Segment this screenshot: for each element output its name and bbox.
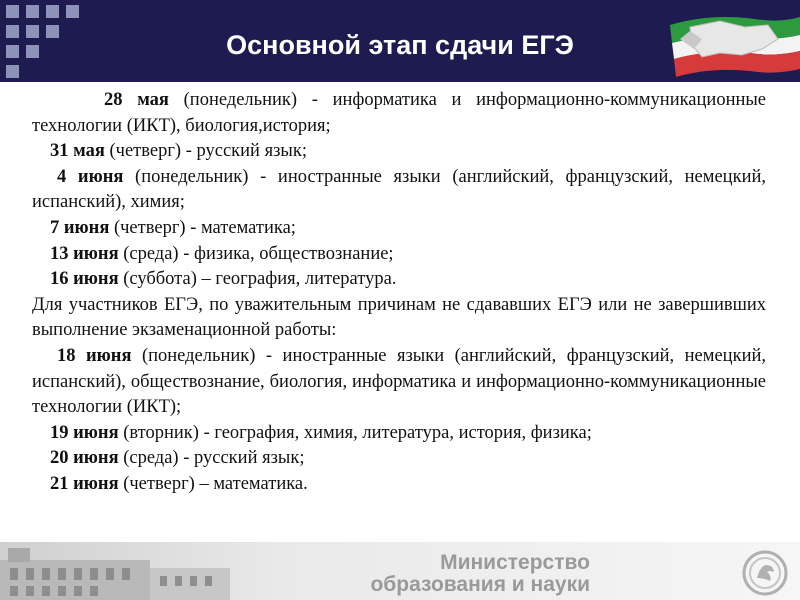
exam-date: 16 июня — [50, 269, 119, 290]
grid-square — [26, 5, 39, 18]
schedule-item — [32, 344, 766, 421]
exam-date: 18 июня — [57, 345, 132, 366]
exam-date: 21 июня — [50, 473, 119, 494]
schedule-item — [32, 267, 766, 293]
exam-subjects: (понедельник) - иностранные языки (английский, французский, немецкий, испанский), обществознание, биология, информатика и информационно-коммуникационные технологии (ИКТ); — [32, 345, 766, 418]
ministry-line-2: образования и науки — [370, 573, 590, 596]
exam-subjects: (суббота) – география, литература. — [118, 269, 397, 290]
makeup-note: Для участников ЕГЭ, по уважительным причинам не сдававших ЕГЭ или не завершивших выполнение экзаменационной работы: — [32, 294, 766, 341]
exam-subjects: (среда) - русский язык; — [118, 448, 305, 469]
ministry-line-1: Министерство — [440, 551, 590, 574]
schedule-item — [32, 446, 766, 472]
exam-date: 19 июня — [50, 422, 119, 443]
slide-title: Основной этап сдачи ЕГЭ — [226, 30, 574, 60]
exam-subjects: (понедельник) - иностранные языки (английский, французский, немецкий, испанский), химия; — [32, 166, 766, 213]
exam-date: 13 июня — [50, 243, 119, 264]
schedule-item — [32, 165, 766, 216]
grid-square — [66, 5, 79, 18]
ministry-emblem-icon — [742, 550, 788, 596]
header-bar — [0, 0, 800, 82]
schedule-content — [32, 88, 766, 498]
schedule-item — [32, 242, 766, 268]
exam-subjects: (четверг) – математика. — [118, 473, 308, 494]
ministry-label — [330, 552, 590, 596]
exam-subjects: (вторник) - география, химия, литература, история, физика; — [118, 422, 592, 443]
exam-date: 20 июня — [50, 448, 119, 469]
exam-subjects: (понедельник) - информатика и информационно-коммуникационные технологии (ИКТ), биология,история; — [32, 90, 767, 136]
exam-date: 7 июня — [50, 217, 110, 238]
exam-date: 28 мая — [104, 90, 169, 110]
grid-square — [46, 5, 59, 18]
exam-subjects: (среда) - физика, обществознание; — [118, 243, 394, 264]
grid-square — [6, 5, 19, 18]
footer-bar — [0, 542, 800, 600]
exam-date: 4 июня — [57, 166, 124, 187]
exam-subjects: (четверг) - математика; — [109, 217, 296, 238]
grid-square — [6, 65, 19, 78]
exam-subjects: (четверг) - русский язык; — [104, 141, 307, 162]
tatarstan-flag-map-icon — [650, 5, 800, 79]
building-photo — [0, 542, 260, 600]
schedule-item — [32, 139, 766, 165]
exam-date: 31 мая — [50, 141, 105, 162]
schedule-item — [32, 216, 766, 242]
schedule-item — [32, 472, 766, 498]
schedule-item — [32, 88, 766, 139]
schedule-item — [32, 421, 766, 447]
